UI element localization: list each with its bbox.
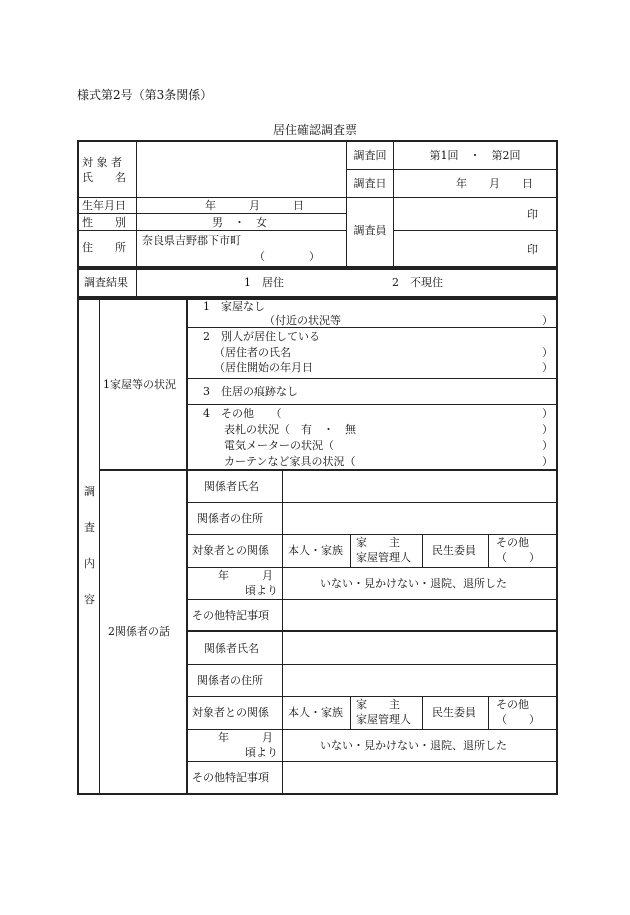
related-name-label: 関係者氏名 <box>204 480 259 493</box>
content-side-char-1: 調 <box>84 485 95 498</box>
sex-label: 性 別 <box>82 216 126 229</box>
subject-label-name: 氏 名 <box>82 171 126 184</box>
notes-label: その他特記事項 <box>192 771 269 784</box>
related-address-field[interactable] <box>284 666 554 694</box>
house-item-1-sub: （付近の状況等 <box>264 314 341 327</box>
birth-label: 生年月日 <box>82 199 126 212</box>
survey-round-value[interactable]: 第1回 ・ 第2回 <box>429 149 521 162</box>
related-name-field[interactable] <box>284 472 554 500</box>
house-item-4[interactable]: 4 その他 （ <box>203 407 282 420</box>
absence-status[interactable]: いない・見かけない・退院、退所した <box>320 577 507 590</box>
house-item-2-sub2: （居住開始の年月日 <box>214 361 313 374</box>
surveyor-label: 調査員 <box>353 224 387 237</box>
relation-family[interactable]: 本人・家族 <box>288 706 343 719</box>
content-side-char-4: 容 <box>84 593 95 606</box>
result-option-resident[interactable]: 1 居住 <box>244 276 284 289</box>
notes-label: その他特記事項 <box>192 609 269 622</box>
birth-value[interactable]: 年 月 日 <box>205 199 304 212</box>
form-number: 様式第2号（第3条関係） <box>77 88 213 102</box>
subject-label: 対 象 者 <box>82 156 122 169</box>
survey-round-label: 調査回 <box>353 149 387 162</box>
seal-mark-1: 印 <box>527 208 538 221</box>
close-paren: ） <box>542 346 553 359</box>
house-item-4-sub2: 電気メーターの状況（ <box>224 439 334 452</box>
house-item-2-sub1: （居住者の氏名 <box>214 346 291 359</box>
address-paren[interactable]: （ ） <box>254 250 320 263</box>
relation-welfare[interactable]: 民生委員 <box>432 544 476 557</box>
content-side-char-2: 査 <box>84 521 95 534</box>
survey-date-value[interactable]: 年 月 日 <box>456 177 533 190</box>
since-date-label: 年 月 <box>218 731 273 744</box>
close-paren: ） <box>542 407 553 420</box>
result-label: 調査結果 <box>84 276 128 289</box>
since-label: 頃より <box>245 584 278 597</box>
content-side-char-3: 内 <box>84 557 95 570</box>
result-option-absent[interactable]: 2 不現住 <box>392 276 443 289</box>
related-name-field[interactable] <box>284 634 554 662</box>
related-address-field[interactable] <box>284 504 554 532</box>
relation-manager[interactable]: 家屋管理人 <box>356 551 411 564</box>
relation-owner[interactable]: 家 主 <box>356 536 400 549</box>
survey-date-label: 調査日 <box>353 177 387 190</box>
relation-other[interactable]: その他 <box>496 698 529 711</box>
relation-welfare[interactable]: 民生委員 <box>432 706 476 719</box>
close-paren: ） <box>542 439 553 452</box>
close-paren: ） <box>542 423 553 436</box>
talk-section-label: 2関係者の話 <box>108 625 170 638</box>
relation-manager[interactable]: 家屋管理人 <box>356 713 411 726</box>
address-value[interactable]: 奈良県吉野郡下市町 <box>142 234 241 247</box>
house-item-1[interactable]: 1 家屋なし <box>203 300 265 313</box>
house-item-4-sub1: 表札の状況（ 有 ・ 無 <box>224 423 356 436</box>
related-address-label: 関係者の住所 <box>197 512 263 525</box>
relation-other[interactable]: その他 <box>496 536 529 549</box>
close-paren: ） <box>542 314 553 327</box>
house-item-2[interactable]: 2 別人が居住している <box>203 330 320 343</box>
relation-label: 対象者との関係 <box>192 706 269 719</box>
house-item-4-sub3: カーテンなど家具の状況（ <box>224 455 356 468</box>
close-paren: ） <box>542 361 553 374</box>
sex-value[interactable]: 男 ・ 女 <box>212 216 267 229</box>
relation-other-paren[interactable]: （ ） <box>496 713 540 726</box>
close-paren: ） <box>542 455 553 468</box>
relation-other-paren[interactable]: （ ） <box>496 551 540 564</box>
house-item-3[interactable]: 3 住居の痕跡なし <box>203 385 298 398</box>
notes-field[interactable] <box>284 601 554 629</box>
since-label: 頃より <box>245 746 278 759</box>
seal-mark-2: 印 <box>527 243 538 256</box>
address-label: 住 所 <box>82 241 126 254</box>
related-name-label: 関係者氏名 <box>204 642 259 655</box>
relation-owner[interactable]: 家 主 <box>356 698 400 711</box>
relation-family[interactable]: 本人・家族 <box>288 544 343 557</box>
related-address-label: 関係者の住所 <box>197 674 263 687</box>
house-section-label: 1家屋等の状況 <box>103 378 176 391</box>
notes-field[interactable] <box>284 763 554 791</box>
relation-label: 対象者との関係 <box>192 544 269 557</box>
subject-name-field[interactable] <box>138 142 344 196</box>
form-title: 居住確認調査票 <box>272 123 357 137</box>
absence-status[interactable]: いない・見かけない・退院、退所した <box>320 739 507 752</box>
since-date-label: 年 月 <box>218 569 273 582</box>
